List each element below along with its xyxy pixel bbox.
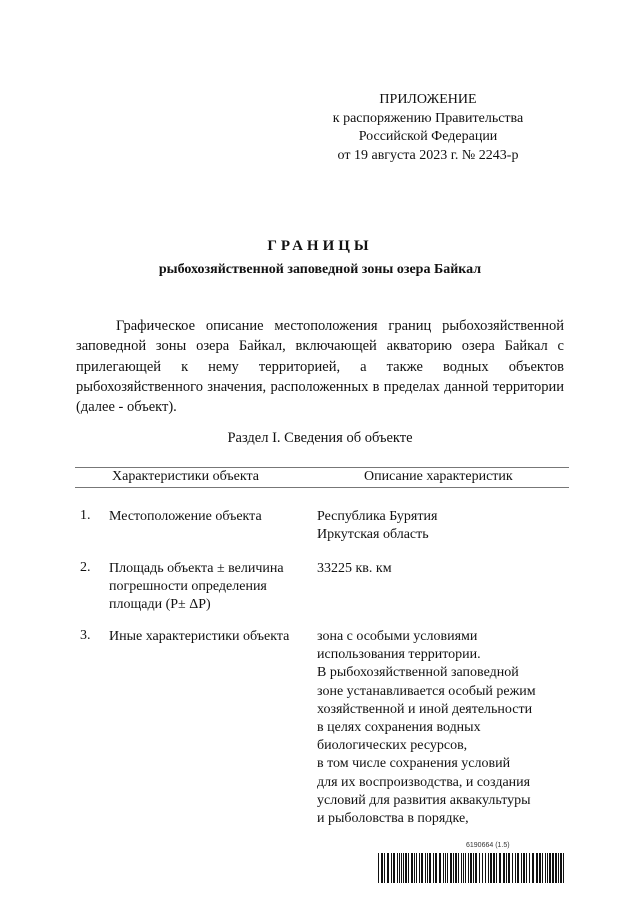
barcode-bar bbox=[387, 853, 389, 883]
barcode-bar bbox=[475, 853, 477, 883]
row-name bbox=[109, 628, 309, 646]
barcode-bar bbox=[549, 853, 551, 883]
barcode-bar bbox=[403, 853, 404, 883]
appendix-line: к распоряжению Правительства bbox=[332, 110, 524, 126]
barcode-bar bbox=[450, 853, 452, 883]
barcode-bar bbox=[506, 853, 507, 883]
row-desc-line: условий для развития аквакультуры bbox=[317, 792, 531, 808]
barcode-bar bbox=[401, 853, 402, 883]
barcode-bar bbox=[493, 853, 495, 883]
barcode-bar bbox=[512, 853, 513, 883]
document-subtitle: рыбохозяйственной заповедной зоны озера Байкал bbox=[158, 262, 482, 277]
row-desc-line: и рыболовства в порядке, bbox=[317, 811, 469, 827]
row-name-line: Местоположение объекта bbox=[109, 509, 262, 524]
intro-text: Графическое описание местоположения границ рыбохозяйственной заповедной зоны озера Байкал, включающей акваторию озера Байкал с прилегающей к нему территорией, а также водных объектов рыбохозяйственного значения, расположенных в пределах данной территории (далее - объект). bbox=[76, 318, 564, 416]
document-title: ГРАНИЦЫ bbox=[267, 238, 373, 254]
appendix-date: от 19 августа 2023 г. № 2243-р bbox=[337, 147, 519, 163]
barcode-bar bbox=[391, 853, 392, 883]
barcode-bar bbox=[490, 853, 492, 883]
row-desc-line: Иркутская область bbox=[317, 527, 429, 543]
barcode-bar bbox=[425, 853, 426, 883]
row-desc-line: в том числе сохранения условий bbox=[317, 756, 511, 772]
row-name-line: погрешности определения bbox=[109, 579, 267, 594]
intro-paragraph bbox=[76, 316, 564, 417]
barcode-bar bbox=[558, 853, 559, 883]
barcode-bar bbox=[508, 853, 510, 883]
barcode-bar bbox=[470, 853, 472, 883]
row-description bbox=[317, 560, 567, 578]
barcode-bar bbox=[408, 853, 409, 883]
barcode-bar bbox=[539, 853, 541, 883]
barcode-bar bbox=[378, 853, 379, 883]
barcode-bar bbox=[384, 853, 385, 883]
barcode-bar bbox=[468, 853, 469, 883]
row-name-line: Площадь объекта ± величина bbox=[109, 561, 284, 576]
barcode-bar bbox=[433, 853, 434, 883]
barcode-bar bbox=[503, 853, 505, 883]
barcode-bar bbox=[496, 853, 497, 883]
row-description bbox=[317, 508, 567, 544]
barcode-bar bbox=[439, 853, 441, 883]
row-number: 1. bbox=[80, 508, 91, 523]
row-description bbox=[317, 628, 567, 828]
barcode-bar bbox=[405, 853, 407, 883]
barcode-bar bbox=[421, 853, 423, 883]
appendix-header bbox=[298, 91, 558, 165]
barcode-bar bbox=[447, 853, 448, 883]
barcode-bar bbox=[411, 853, 413, 883]
table-header-description: Описание характеристик bbox=[364, 469, 513, 484]
barcode-bar bbox=[429, 853, 431, 883]
barcode-bar bbox=[455, 853, 457, 883]
barcode-bar bbox=[419, 853, 420, 883]
barcode-bar bbox=[458, 853, 459, 883]
barcode-bar bbox=[461, 853, 462, 883]
barcode-bar bbox=[526, 853, 527, 883]
barcode-bar bbox=[443, 853, 444, 883]
section-title: Раздел I. Сведения об объекте bbox=[227, 430, 413, 446]
barcode-bar bbox=[536, 853, 538, 883]
barcode-bar bbox=[488, 853, 489, 883]
barcode-bar bbox=[399, 853, 400, 883]
row-desc-line: использования территории. bbox=[317, 647, 481, 663]
row-desc-line: в целях сохранения водных bbox=[317, 720, 481, 736]
barcode-bar bbox=[542, 853, 543, 883]
barcode-bar bbox=[532, 853, 534, 883]
row-name bbox=[109, 508, 309, 526]
barcode-bar bbox=[479, 853, 480, 883]
row-name-line: Иные характеристики объекта bbox=[109, 629, 290, 644]
barcode-bar bbox=[529, 853, 530, 883]
barcode-bar bbox=[465, 853, 466, 883]
barcode-bar bbox=[473, 853, 474, 883]
row-desc-line: зоне устанавливается особый режим bbox=[317, 683, 536, 699]
barcode-bar bbox=[555, 853, 557, 883]
barcode-bar bbox=[545, 853, 546, 883]
row-desc-line: зона с особыми условиями bbox=[317, 629, 478, 644]
barcode-bar bbox=[463, 853, 464, 883]
row-desc-line: биологических ресурсов, bbox=[317, 738, 468, 754]
barcode-bar bbox=[517, 853, 519, 883]
barcode-bar bbox=[552, 853, 554, 883]
barcode-bar bbox=[523, 853, 525, 883]
row-desc-line: В рыбохозяйственной заповедной bbox=[317, 665, 519, 681]
row-number: 2. bbox=[80, 560, 91, 575]
barcode-bar bbox=[499, 853, 501, 883]
row-desc-line: Республика Бурятия bbox=[317, 509, 438, 524]
table-header-rule bbox=[75, 487, 569, 488]
barcode-bar bbox=[453, 853, 454, 883]
table-top-rule bbox=[75, 467, 569, 468]
barcode-bar bbox=[427, 853, 428, 883]
barcode-bar bbox=[515, 853, 516, 883]
barcode-bar bbox=[397, 853, 398, 883]
appendix-title: ПРИЛОЖЕНИЕ bbox=[379, 92, 477, 107]
barcode-bar bbox=[393, 853, 395, 883]
barcode-bar bbox=[416, 853, 417, 883]
barcode-bar bbox=[563, 853, 564, 883]
table-header-characteristics: Характеристики объекта bbox=[112, 469, 259, 484]
barcode-bar bbox=[414, 853, 415, 883]
barcode-label: 6190664 (1.5) bbox=[466, 842, 510, 849]
row-name-line: площади (P± ΔP) bbox=[109, 597, 211, 612]
barcode-bar bbox=[560, 853, 562, 883]
appendix-line: Российской Федерации bbox=[358, 129, 498, 144]
barcode-bar bbox=[445, 853, 446, 883]
barcode-bar bbox=[482, 853, 483, 883]
row-name bbox=[109, 560, 309, 614]
row-desc-line: 33225 кв. км bbox=[317, 561, 392, 576]
barcode-bar bbox=[547, 853, 548, 883]
barcode-bar bbox=[435, 853, 437, 883]
row-number: 3. bbox=[80, 628, 91, 643]
row-desc-line: для их воспроизводства, и создания bbox=[317, 774, 531, 790]
barcode-bar bbox=[381, 853, 383, 883]
barcode-image bbox=[378, 853, 564, 883]
row-desc-line: хозяйственной и иной деятельности bbox=[317, 701, 533, 717]
barcode-bar bbox=[521, 853, 522, 883]
barcode-bar bbox=[485, 853, 486, 883]
